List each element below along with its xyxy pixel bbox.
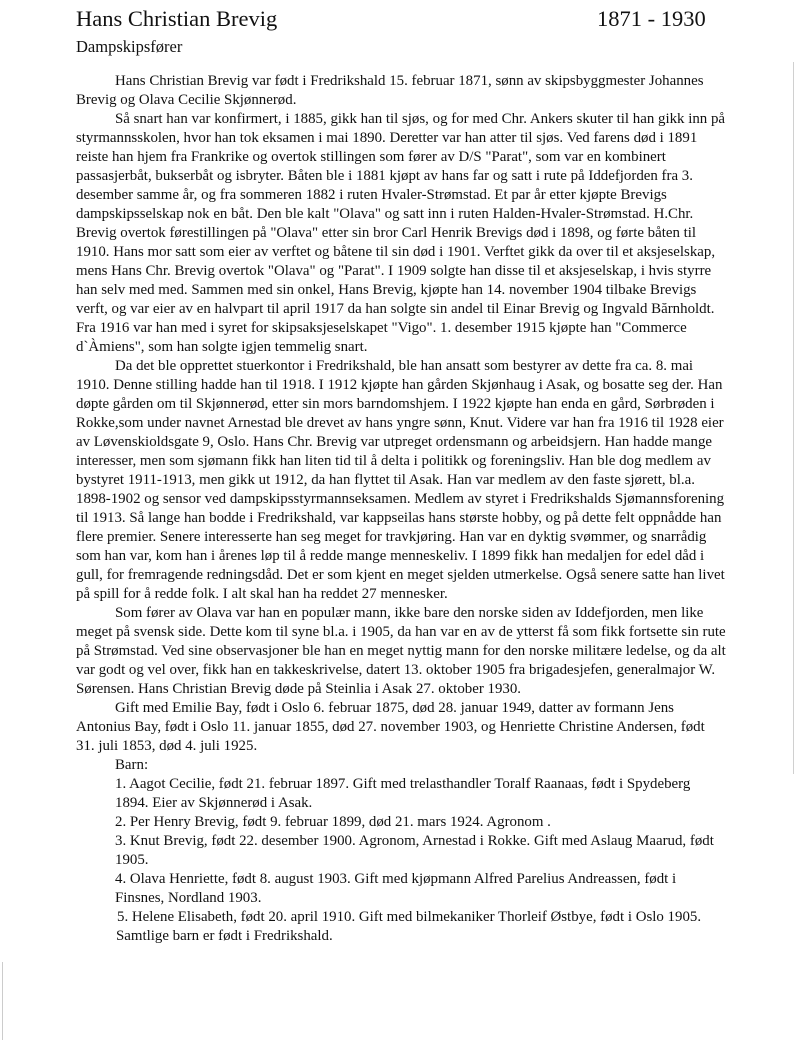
life-years: 1871 - 1930 xyxy=(597,6,706,31)
occupation-subtitle: Dampskipsfører xyxy=(76,37,183,56)
paragraph-later-life: Da det ble opprettet stuerkontor i Fredrikshald, ble han ansatt som bestyrer av dette fra ca. 8. mai 1910. Denne stilling hadde han til 1918. I 1912 kjøpte han gården Skjønhaug i Asak, og bosatte seg der. Han døpte gården om til Skjønnerød, etter sin mors barndomshjem. I 1922 kjøpte han enda en gård, Sørbrøden i Rokke,som under navnet Arnestad ble drevet av hans yngre sønn, Knut. Videre var han fra 1916 til 1928 eier av Løvenskioldsgate 9, Oslo. Hans Chr. Brevig var utpreget ordensmann og arbeidsjern. Han hadde mange interesser, men som sjømann fikk han liten tid til å delta i politikk og foreningsliv. Han ble dog medlem av bystyret 1911-1913, men gikk ut 1912, da han flyttet til Asak. Han var medlem av den faste sjørett, bl.a. 1898-1902 og sensor ved dampskipsstyrmannseksamen. Medlem av styret i Fredrikshalds Sjømannsforening til 1913. Så lange han bodde i Fredrikshald, var kappseilas hans største hobby, og på dette felt oppnådde han flere premier. Senere interesserte han seg meget for travkjøring. Han var en dyktig svømmer, og snarrådig som han var, kom han i årenes løp til å redde mange menneskeliv. I 1899 fikk han medaljen for edel dåd i gull, for fremragende redningsdåd. Det er som kjent en meget sjelden utmerkelse. Også senere satte han livet på spill for å redde folk. I alt skal han ha reddet 27 mennesker. xyxy=(76,358,725,602)
page-edge-left xyxy=(2,962,3,1040)
child-entry: 2. Per Henry Brevig, født 9. februar 1899, død 21. mars 1924. Agronom . xyxy=(115,814,551,830)
paragraph-career: Så snart han var konfirmert, i 1885, gikk han til sjøs, og for med Chr. Ankers skuter til han gikk inn på styrmannsskolen, hvor han tok eksamen i mai 1890. Deretter var han atter til sjøs. Ved farens død i 1891 reiste han hjem fra Frankrike og overtok stillingen som fører av D/S "Parat", som var en kombinert passasjerbåt, bukserbåt og isbryter. Båten ble i 1881 kjøpt av hans far og satt i rute på Iddefjorden fra 3. desember samme år, og fra sommeren 1882 i ruten Hvaler-Strømstad. Et par år etter kjøpte Brevigs dampskipsselskap nok en båt. Den ble kalt "Olava" og satt inn i ruten Halden-Hvaler-Strømstad. H.Chr. Brevig overtok førestillingen på "Olava" etter sin bror Carl Henrik Brevigs død i 1898, og førte båten til 1910. Hans mor satt som eier av verftet og båtene til sin død i 1901. Verftet gikk da over til et aksjeselskap, mens Hans Chr. Brevig overtok "Olava" og "Parat". I 1909 solgte han disse til et aksjeselskap, i hvis styrre han selv med med. Sammen med sin onkel, Hans Brevig, kjøpte han 14. november 1904 tilbake Brevigs verft, og var eier av en halvpart til april 1917 da han solgte sin andel til Einar Brevig og Ingvald Bărnholdt. Fra 1916 var han med i syret for skipsaksjeselskapet "Vigo". 1. desember 1915 kjøpte han "Commerce d`Àmiens", som han solgte igjen temmelig snart. xyxy=(76,111,726,355)
biography-body xyxy=(76,72,726,946)
child-entry: 4. Olava Henriette, født 8. august 1903. Gift med kjøpmann Alfred Parelius Andreassen, født i Finsnes, Nordland 1903. xyxy=(115,871,677,906)
children-heading: Barn: xyxy=(115,757,149,773)
child-entry: 1. Aagot Cecilie, født 21. februar 1897. Gift med trelasthandler Toralf Raanaas, født i Spydeberg 1894. Eier av Skjønnerød i Asak. xyxy=(115,776,691,811)
children-footer: Samtlige barn er født i Fredrikshald. xyxy=(116,928,333,944)
child-entry: 3. Knut Brevig, født 22. desember 1900. Agronom, Arnestad i Rokke. Gift med Aslaug Maarud, født 1905. xyxy=(115,833,714,868)
paragraph-olava: Som fører av Olava var han en populær mann, ikke bare den norske siden av Iddefjorden, men like meget på svensk side. Dette kom til syne bl.a. i 1905, da han var en av de ytterst få som fikk fortsette sin rute på Strømstad. Ved sine observasjoner ble han en meget nyttig mann for den norske militære ledelse, og da alt var godt og vel over, fikk han en takkeskrivelse, datert 13. oktober 1905 fra brigadesjefen, generalmajor W. Sørensen. Hans Christian Brevig døde på Steinlia i Asak 27. oktober 1930. xyxy=(76,605,726,697)
page-title: Hans Christian Brevig xyxy=(76,6,278,31)
paragraph-birth: Hans Christian Brevig var født i Fredrikshald 15. februar 1871, sønn av skipsbyggmester Johannes Brevig og Olava Cecilie Skjønnerød. xyxy=(76,73,704,108)
paragraph-marriage: Gift med Emilie Bay, født i Oslo 6. februar 1875, død 28. januar 1949, datter av formann Jens Antonius Bay, født i Oslo 11. januar 1855, død 27. november 1903, og Henriette Christine Andersen, født 31. juli 1853, død 4. juli 1925. xyxy=(76,700,705,754)
child-entry: 5. Helene Elisabeth, født 20. april 1910. Gift med bilmekaniker Thorleif Østbye, født i Oslo 1905. xyxy=(117,909,702,925)
